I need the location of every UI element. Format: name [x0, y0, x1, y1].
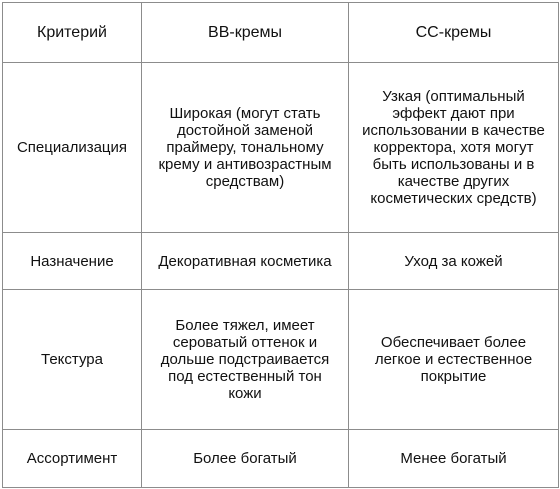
header-criterion: Критерий [3, 3, 142, 63]
bb-cell: Декоративная косметика [142, 233, 349, 290]
cc-cell: Узкая (оптимальный эффект дают при использовании в качестве корректора, хотя могут быть использованы и в качестве других косметических средств) [349, 63, 559, 233]
header-bb-creams: BB-кремы [142, 3, 349, 63]
table-header-row [3, 3, 559, 63]
bb-cell: Более тяжел, имеет сероватый оттенок и дольше подстраивается под естественный тон кожи [142, 290, 349, 430]
criterion-cell: Назначение [3, 233, 142, 290]
table-row [3, 233, 559, 290]
cc-cell: Уход за кожей [349, 233, 559, 290]
cc-cell: Обеспечивает более легкое и естественное покрытие [349, 290, 559, 430]
cc-cell: Менее богатый [349, 430, 559, 488]
header-cc-creams: CC-кремы [349, 3, 559, 63]
criterion-cell: Ассортимент [3, 430, 142, 488]
bb-cell: Более богатый [142, 430, 349, 488]
criterion-cell: Специализация [3, 63, 142, 233]
table-row [3, 290, 559, 430]
table-row [3, 430, 559, 488]
criterion-cell: Текстура [3, 290, 142, 430]
table-row [3, 63, 559, 233]
bb-cell: Широкая (могут стать достойной заменой праймеру, тональному крему и антивозрастным средствам) [142, 63, 349, 233]
comparison-table [2, 2, 559, 488]
